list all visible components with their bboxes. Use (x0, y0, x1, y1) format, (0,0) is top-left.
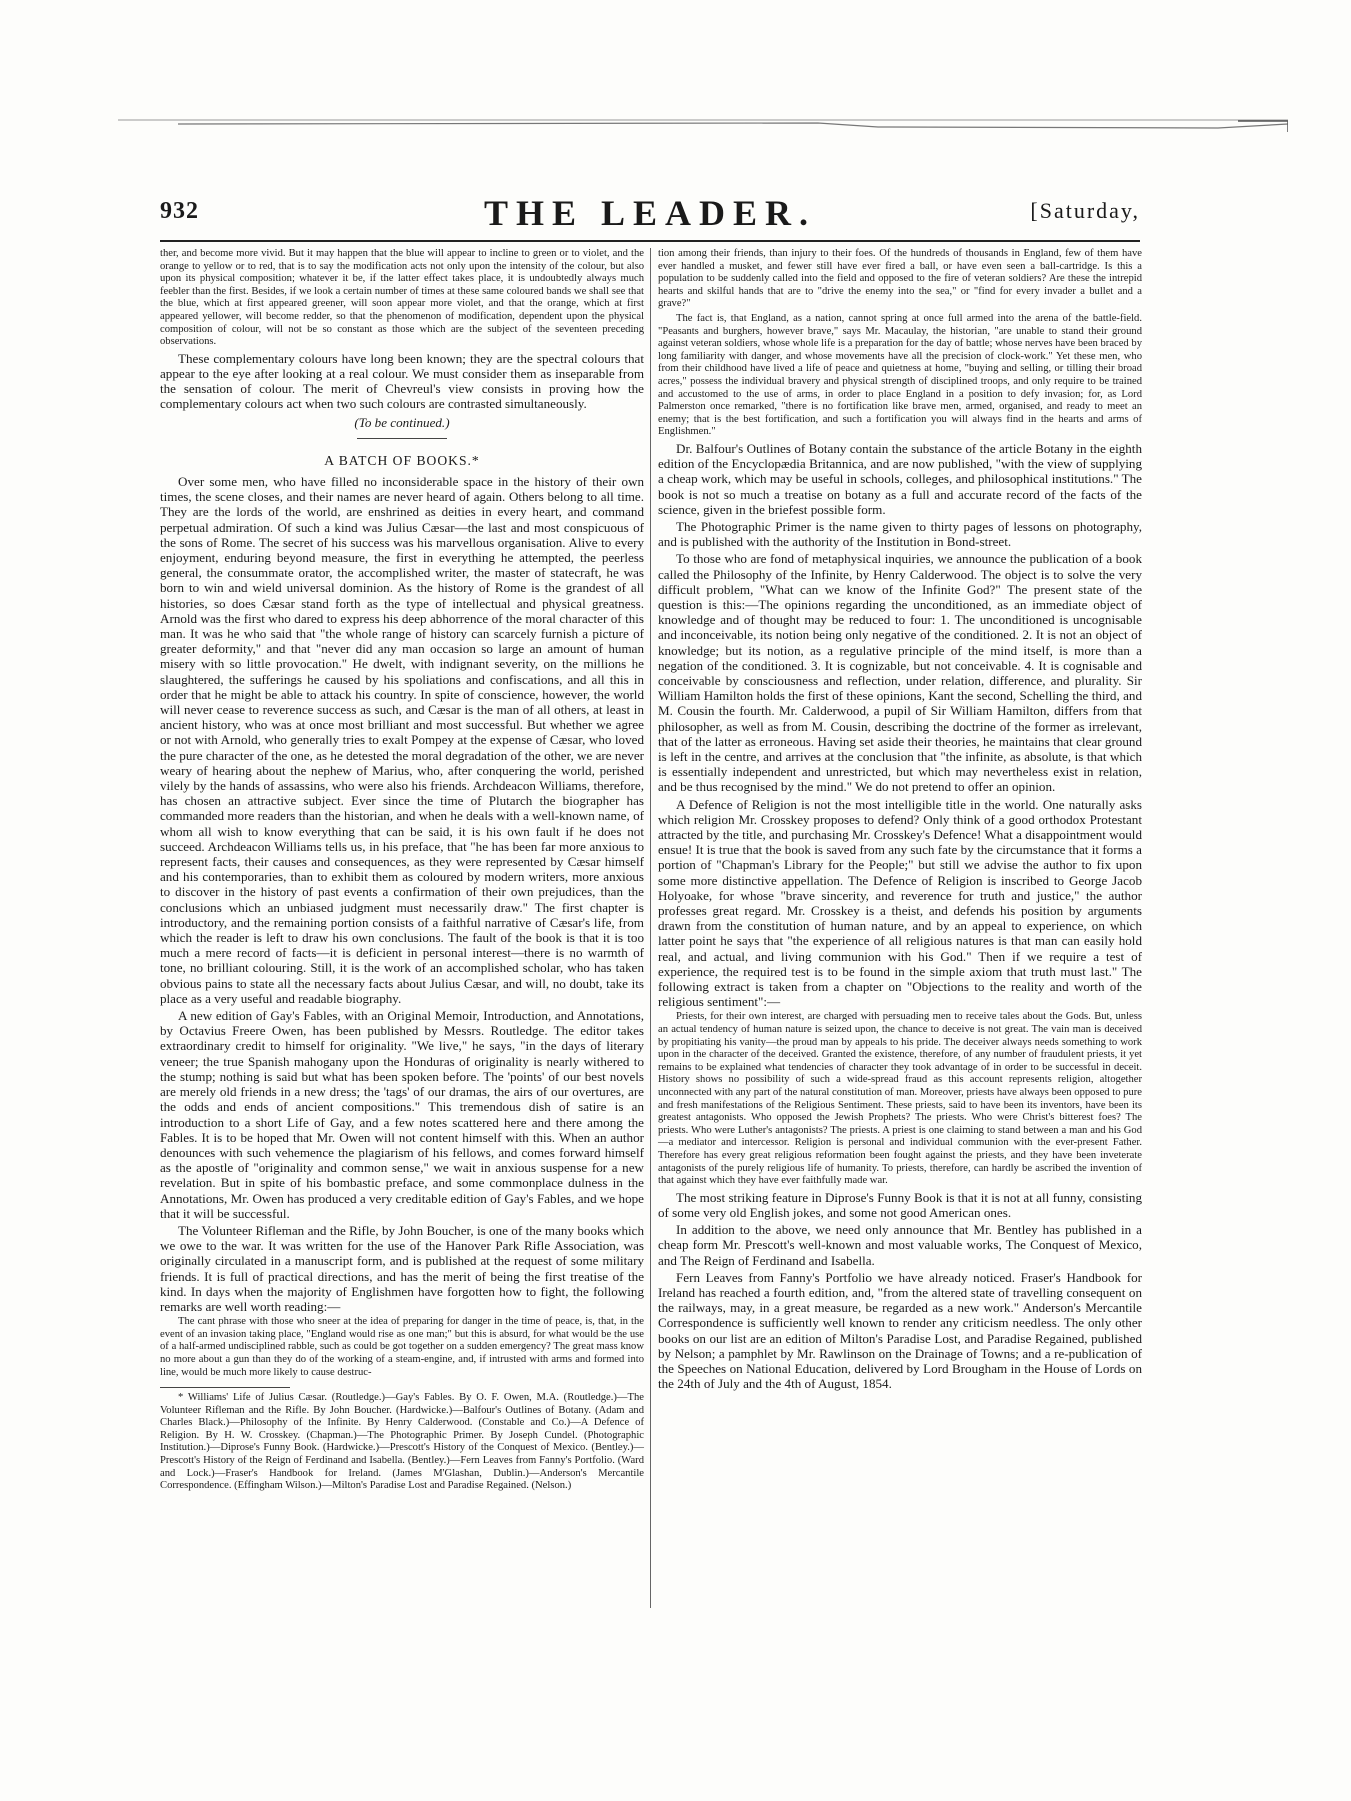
header-rule (160, 240, 1140, 242)
left-column (160, 248, 644, 1495)
right-para-fern-leaves: Fern Leaves from Fanny's Portfolio we have already noticed. Fraser's Handbook for Ireland has reached a fourth edition, and, "from the altered state of travelling consequent on the railways, may, in a great measure, be regarded as a new work." Anderson's Mercantile Correspondence is sufficiently well known to render any criticism needless. The only other books on our list are an edition of Milton's Paradise Lost, and Paradise Regained, published by Nelson; a pamphlet by Mr. Rawlinson on the Drainage of Towns; and a re-publication of the Speeches on National Education, delivered by Lord Brougham in the House of Lords on the 24th of July and the 4th of August, 1854. (658, 1269, 1142, 1392)
scan-edge-artifact (118, 118, 1288, 132)
section-divider (357, 438, 447, 439)
issue-day: [Saturday, (1030, 198, 1140, 223)
left-para-caesar: Over some men, who have filled no inconsiderable space in the history of their own times, the scene closes, and their names are never heard of again. Others belong to all time. They are the lords of the world, are enshrined as deities in every heart, and command perpetual admiration. Of such a kind was Julius Cæsar—the last and most conspicuous of the sons of Rome. The secret of his success was his marvellous organisation. Alive to every enjoyment, enduring beyond measure, the first in everything he attempted, the peerless general, the consummate orator, the accomplished writer, the master of statecraft, he was born to win and wield universal dominion. As the history of Rome is the grandest of all histories, so does Cæsar stand forth as the type of intellectual and physical greatness. Arnold was the first who dared to express his deep abhorrence of the moral character of this man. It was he who said that "the whole range of history can scarcely furnish a picture of greater deformity," and that "never did any man occasion so large an amount of human misery with so little provocation." He dwelt, with indignant severity, on the millions he slaughtered, the sufferings he caused by his spoliations and confiscations, and all this in order that he might be able to attack his country. In spite of conscience, however, the world will never cease to reverence success as such, and Cæsar is the man of all others, at least in ancient history, who was at once most brilliant and most successful. But whether we agree or not with Arnold, who generally tries to exalt Pompey at the expense of Cæsar, who loved the pure character of the one, as he detested the moral degradation of the other, we are never weary of hearing about the nephew of Marius, who, after conquering the world, perished vilely by the hands of assassins, who were also his friends. Archdeacon Williams, therefore, has chosen an attractive subject. Ever since the time of Plutarch the biographer has commanded more readers than the historian, and when he deals with a well-known name, of whom all wish to know everything that can be said, it is his own fault if he does not succeed. Archdeacon Williams tells us, in his preface, that "he has been far more anxious to represent facts, their causes and consequences, as they were represented by Cæsar himself and his contemporaries, than to exhibit them as coloured by modern writers, more anxious to discover in the history of past events a confirmation of their own prejudices, than the conclusions which an unbiased judgment must necessarily draw." The first chapter is introductory, and the remaining portion consists of a faithful narrative of Cæsar's life, from which the reader is left to draw his own conclusions. The fault of the book is that it is too much a mere record of facts—it is deficient in personal interest—there is no warmth of tone, no brilliant colouring. Still, it is the work of an accomplished scholar, who has taken obvious pains to state all the necessary facts about Julius Cæsar, and will, no doubt, take its place as a very useful and readable biography. (160, 473, 644, 1006)
left-para-rifleman: The Volunteer Rifleman and the Rifle, by John Boucher, is one of the many books which we owe to the war. It was written for the use of the Hanover Park Rifle Association, was originally circulated in a manuscript form, and is published at the request of some military friends. It is full of practical directions, and has the merit of being the first treatise of the kind. In days when the majority of Englishmen have forgotten how to fight, the following remarks are well worth reading:— (160, 1222, 644, 1314)
right-para-funny-book: The most striking feature in Diprose's Funny Book is that it is not at all funny, consisting of some very old English jokes, and some not good American ones. (658, 1189, 1142, 1220)
footnote: * Williams' Life of Julius Cæsar. (Routledge.)—Gay's Fables. By O. F. Owen, M.A. (Routledge.)—The Volunteer Rifleman and the Rifle. By John Boucher. (Hardwicke.)—Balfour's Outlines of Botany. (Adam and Charles Black.)—Philosophy of the Infinite. By Henry Calderwood. (Constable and Co.)—A Defence of Religion. By H. W. Crosskey. (Chapman.)—The Photographic Primer. By Joseph Cundel. (Photographic Institution.)—Diprose's Funny Book. (Hardwicke.)—Prescott's History of the Conquest of Mexico. (Bentley.)—Prescott's History of the Reign of Ferdinand and Isabella. (Bentley.)—Fern Leaves from Fanny's Portfolio. (Ward and Lock.)—Fraser's Handbook for Ireland. (James M'Glashan, Dublin.)—Anderson's Mercantile Correspondence. (Effingham Wilson.)—Milton's Paradise Lost and Paradise Regained. (Nelson.) (160, 1392, 644, 1492)
continued-note: (To be continued.) (354, 414, 450, 430)
right-rifle-quote: tion among their friends, than injury to their foes. Of the hundreds of thousands in England, few of them have ever handled a musket, and fewer still have ever fired a ball, or have even seen a ball-cartridge. Is this a population to be suddenly called into the field and opposed to the fire of veteran soldiers? Are these the intrepid hearts and skilful hands that are to "drive the enemy into the sea," or "find for every invader a bullet and a grave?" (658, 248, 1142, 310)
right-rifle-quote-2: The fact is, that England, as a nation, cannot spring at once full armed into the arena of the battle-field. "Peasants and burghers, however brave," says Mr. Macaulay, the historian, "are unable to stand their ground against veteran soldiers, whose whole life is a preparation for the day of battle; whose nerves have been braced by long familiarity with danger, and whose movements have all the precision of clock-work." Yet these men, who from their childhood have lived a life of peace and quietness at home, "buying and selling, or tilling their broad acres," possess the individual bravery and physical strength of disciplined troops, and only require to be trained and accustomed to the use of arms, in order to place England in a position to defy invasion; for, as Lord Palmerston once remarked, "there is no fortification like brave men, armed, organised, and ready to meet an enemy; that is the best fortification, and such a fortification you will always find in the hearts and arms of Englishmen." (658, 312, 1142, 438)
right-column (658, 248, 1142, 1393)
right-para-botany: Dr. Balfour's Outlines of Botany contain the substance of the article Botany in the eighth edition of the Encyclopædia Britannica, and are now published, "with the view of supplying a cheap work, which may be useful in schools, colleges, and philosophical institutions." The book is not so much a treatise on botany as a full and accurate record of the facts of the science, given in the briefest possible form. (658, 440, 1142, 517)
section-heading: A BATCH OF BOOKS.* (324, 452, 480, 468)
right-para-photographic: The Photographic Primer is the name given to thirty pages of lessons on photography, and is published with the authority of the Institution in Bond-street. (658, 518, 1142, 550)
masthead-bar (160, 192, 1140, 234)
right-religion-quote: Priests, for their own interest, are charged with persuading men to receive tales about the Gods. But, unless an actual tendency of human nature is seized upon, the chance to deceive is not great. The vain man is deceived by propitiating his vanity—the proud man by appeals to his pride. The deceiver always needs something to work upon in the character of the deceived. Granted the existence, therefore, of any number of fraudulent priests, it yet remains to be explained what tendencies of character they took advantage of in order to be successful in deceit. History shows no possibility of such a wide-spread fraud as this account represents religion, altogether unconnected with any part of the natural constitution of man. Moreover, priests have always been opposed to pure and fresh manifestations of the Religious Sentiment. These priests, said to have been its inventors, have been its greatest antagonists. Who opposed the Jewish Prophets? The priests. Who were Christ's bitterest foes? The priests. Who were Luther's antagonists? The priests. A priest is one claiming to stand between a man and his God—a mediator and intercessor. Religion is personal and individual communion with the ever-present Father. Therefore has every great religious reformation been fought against the priests, and they have been inveterate antagonists of the purely religious life of humanity. To priests, therefore, can hardly be ascribed the invention of that against which they have ever faithfully made war. (658, 1011, 1142, 1187)
left-intro-quote: ther, and become more vivid. But it may happen that the blue will appear to incline to green or to violet, and the orange to yellow or to red, that is to say the modification acts not only upon the intensity of the colour, but also upon its physical composition; whatever it be, if the latter effect takes place, it is undoubtedly always much feebler than the first. Besides, if we look a certain number of times at these same coloured bands we shall see that the blue, which at first appeared greener, will soon appear more violet, and that the orange, which at first appeared yellower, will become redder, so that the phenomenon of modification, dependent upon the physical composition of colour, will not be so constant as those which are the subject of the seventeen preceding observations. (160, 248, 644, 348)
page-number: 932 (160, 198, 199, 224)
left-para-colours: These complementary colours have long been known; they are the spectral colours that appear to the eye after looking at a real colour. We must consider them as inseparable from the sensation of colour. The merit of Chevreul's view consists in proving how the complementary colours act when two such colours are contrasted simultaneously. (160, 350, 644, 412)
column-divider (650, 248, 651, 1608)
footnote-rule (160, 1387, 290, 1388)
left-rifle-quote: The cant phrase with those who sneer at the idea of preparing for danger in the time of peace, is, that, in the event of an invasion taking place, "England would rise as one man;" but this is absurd, for what would be the use of a half-armed undisciplined rabble, such as could be got together on a sudden emergency? The great mass know no more about a gun than they do of the working of a steam-engine, and, if intrusted with arms and formed into line, would be much more likely to cause destruc- (160, 1316, 644, 1378)
right-para-bentley: In addition to the above, we need only announce that Mr. Bentley has published in a cheap form Mr. Prescott's well-known and most valuable works, The Conquest of Mexico, and The Reign of Ferdinand and Isabella. (658, 1222, 1142, 1268)
right-para-religion: A Defence of Religion is not the most intelligible title in the world. One naturally asks which religion Mr. Crosskey proposes to defend? Only think of a good orthodox Protestant attracted by the title, and purchasing Mr. Crosskey's Defence! What a disappointment would ensue! It is true that the book is saved from any such fate by the circumstance that it forms a portion of "Chapman's Library for the People;" but still we advise the author to fix upon some more distinctive appellation. The Defence of Religion is inscribed to George Jacob Holyoake, for whose "brave sincerity, and reverence for truth and justice," the author professes great regard. Mr. Crosskey is a theist, and defends his position by arguments drawn from the constitution of human nature, and by an appeal to experience, on which latter point he says that "the experience of all religious natures is that man can easily hold real, and actual, and living communion with his God." Then if we require a test of experience, the required test is to be found in the simple axiom that truth must last." The following extract is taken from a chapter on "Objections to the reality and worth of the religious sentiment":— (658, 796, 1142, 1010)
right-para-infinite: To those who are fond of metaphysical inquiries, we announce the publication of a book called the Philosophy of the Infinite, by Henry Calderwood. The object is to solve the very difficult problem, "What can we know of the Infinite God?" The present state of the question is this:—The opinions regarding the unconditioned, as an immediate object of knowledge and of thought may be reduced to four: 1. The unconditioned is uncognisable and inconceivable, its notion being only negative of the conditioned. 2. It is not an object of knowledge; but its notion, as a regulative principle of the mind itself, is more than a negation of the conditioned. 3. It is cognizable, but not conceivable. 4. It is cognisable and conceivable by consciousness and reflection, under relation, difference, and plurality. Sir William Hamilton holds the first of these opinions, Kant the second, Schelling the third, and M. Cousin the fourth. Mr. Calderwood, a pupil of Sir William Hamilton, differs from that philosopher, as well as from M. Cousin, describing the doctrine of the former as irrelevant, that of the latter as erroneous. Having set aside their theories, he maintains that clear ground is left in the centre, and arrives at the conclusion that "the infinite, as absolute, is that which is essentially independent and unrestricted, but which may nevertheless exist in relation, and be thus recognised by the mind." We do not pretend to offer an opinion. (658, 551, 1142, 795)
left-para-gay: A new edition of Gay's Fables, with an Original Memoir, Introduction, and Annotations, by Octavius Freere Owen, has been published by Messrs. Routledge. The editor takes extraordinary credit to himself for originality. "We live," he says, "in the days of literary veneer; the true Spanish mahogany upon the Honduras of originality is nearly withered to the stump; nothing is said but what has been spoken before. The 'points' of our best novels are merely old friends in a new dress; the 'tags' of our dramas, the airs of our overtures, are the odds and ends of ancient compositions." This tremendous dish of satire is an introduction to a short Life of Gay, and a few notes scattered here and there among the Fables. It is to be hoped that Mr. Owen will not content himself with this. When an author denounces with such vehemence the plagiarism of his fellows, and comes forward himself as the apostle of "originality and common sense," we wait in anxious suspense for a new revelation. But in spite of his bombastic preface, and some commonplace dulness in the Annotations, Mr. Owen has produced a very creditable edition of Gay's Fables, and we hope that it will be successful. (160, 1008, 644, 1221)
masthead-title: THE LEADER. (483, 193, 817, 233)
